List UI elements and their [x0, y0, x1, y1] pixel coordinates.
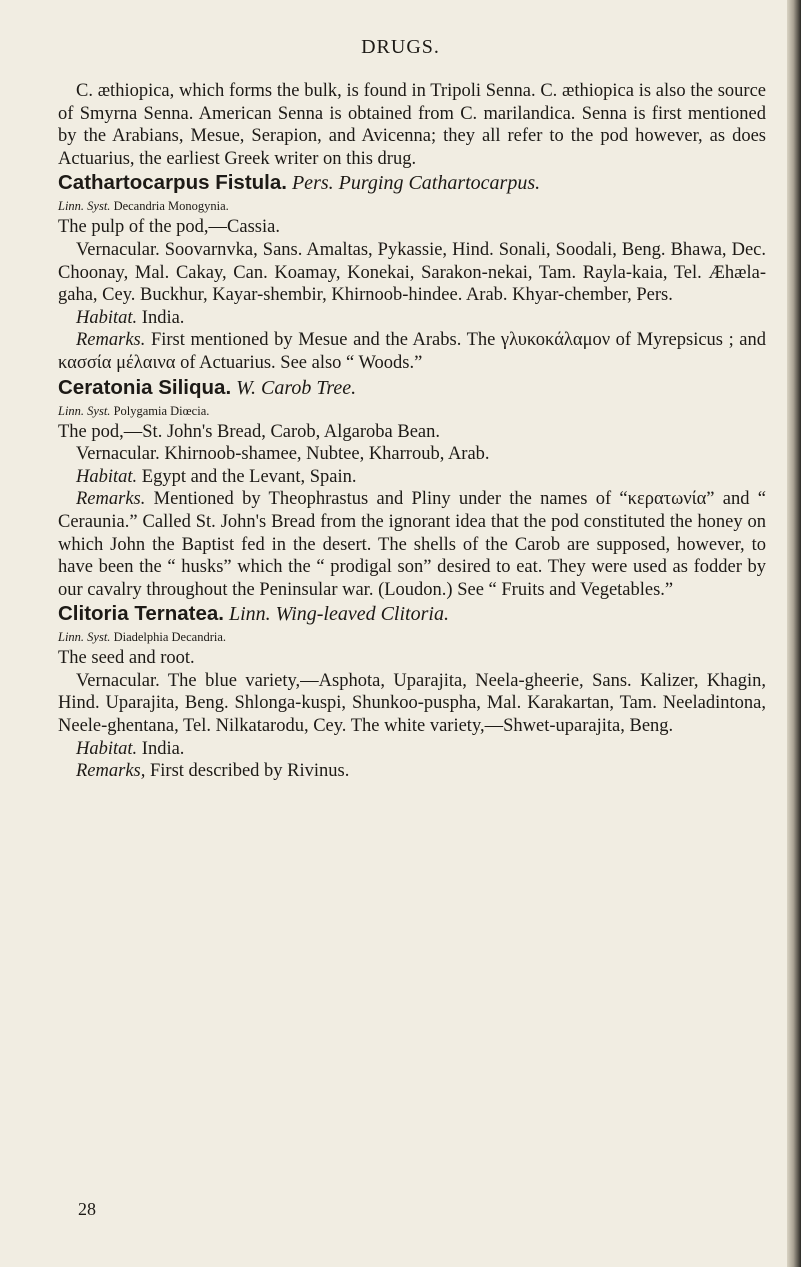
page-content [58, 80, 766, 783]
remarks-text: First described by Rivinus. [149, 761, 350, 782]
habitat-label: Habitat. [76, 738, 138, 759]
remarks-line [58, 329, 766, 374]
system-label: Linn. Syst. [58, 630, 111, 645]
part-used: The seed and root. [58, 648, 195, 669]
entry-title [58, 170, 766, 196]
vernacular-label: Vernacular. [76, 444, 160, 465]
page-edge-shadow [787, 0, 801, 1267]
remarks-line [58, 488, 766, 601]
running-header: DRUGS. [361, 36, 440, 58]
system-value: Decandria Monogynia. [113, 199, 229, 214]
system-label: Linn. Syst. [58, 199, 111, 214]
vernacular-label: Vernacular. [76, 670, 160, 691]
vernacular-text: The blue variety,—Asphota, Uparajita, Neela-gheerie, Sans. Kalizer, Khagin, Hind. Uparajita, Beng. Shlonga-kuspi, Shunkoo-puspha, Mal. Karakartan, Tam. Neeladintona, Neele-ghentana, Tel. Nilkatarodu, Cey. The white variety,—Shwet-uparajita, Beng. [58, 670, 766, 737]
habitat-label: Habitat. [76, 307, 138, 328]
habitat-label: Habitat. [76, 466, 138, 487]
entry-name: Clitoria Ternatea. [58, 602, 224, 626]
part-used: The pod,—St. John's Bread, Carob, Algaroba Bean. [58, 421, 441, 442]
remarks-label: Remarks. [76, 330, 146, 351]
entry-cathartocarpus [58, 170, 766, 374]
intro-paragraph: C. æthiopica, which forms the bulk, is found in Tripoli Senna. C. æthiopica is also the source of Smyrna Senna. American Senna is obtained from C. marilandica. Senna is first mentioned by the Arabians, Mesue, Serapion, and Avicenna; they all refer to the pod however, as does Actuarius, the earliest Greek writer on this drug. [58, 81, 766, 169]
remarks-text: Mentioned by Theophrastus and Pliny under the names of “κερατωνία” and “ Ceraunia.” Called St. John's Bread from the ignorant idea that the pod constituted the honey on which John the Baptist fed in the desert. The shells of the Carob are supposed, however, to have been the “ husks” which the “ prodigal son” desired to eat. They were used as fodder by our cavalry throughout the Peninsular war. (Loudon.) See “ Fruits and Vegetables.” [58, 489, 767, 600]
entry-name: Cathartocarpus Fistula. [58, 171, 287, 195]
entry-ceratonia [58, 375, 766, 602]
remarks-label: Remarks, [76, 761, 146, 782]
entry-title [58, 601, 766, 627]
habitat-line [58, 466, 766, 489]
habitat-text: Egypt and the Levant, Spain. [141, 466, 357, 487]
vernacular-line [58, 443, 766, 466]
vernacular-line [58, 670, 766, 738]
vernacular-label: Vernacular. [76, 239, 160, 260]
vernacular-line [58, 239, 766, 307]
vernacular-text: Soovarnvka, Sans. Amaltas, Pykassie, Hind. Sonali, Soodali, Beng. Bhawa, Dec. Choonay, Mal. Cakay, Can. Koamay, Konekai, Sarakon-nekai, Tam. Rayla-kaia, Tel. Æhæla-gaha, Cey. Buckhur, Kayar-shembir, Khirnoob-hindee. Arab. Khyar-chember, Pers. [58, 239, 766, 306]
entry-subtitle: Linn. Wing-leaved Clitoria. [228, 603, 449, 626]
system-value: Diadelphia Decandria. [113, 630, 227, 645]
entry-title [58, 375, 766, 401]
entry-clitoria [58, 601, 766, 783]
linnaean-system [58, 627, 766, 647]
part-used: The pulp of the pod,—Cassia. [58, 217, 280, 238]
linnaean-system [58, 401, 766, 421]
system-label: Linn. Syst. [58, 403, 111, 418]
remarks-label: Remarks. [76, 489, 146, 510]
system-value: Polygamia Diœcia. [113, 403, 210, 418]
habitat-text: India. [141, 738, 185, 759]
habitat-line [58, 738, 766, 761]
entry-subtitle: W. Carob Tree. [236, 376, 357, 399]
entry-subtitle: Pers. Purging Cathartocarpus. [291, 172, 541, 195]
remarks-text: First mentioned by Mesue and the Arabs. The γλυκοκάλαμον of Myrepsicus ; and κασσία μέλαινα of Actuarius. See also “ Woods.” [58, 330, 766, 373]
remarks-line [58, 760, 766, 783]
habitat-text: India. [141, 307, 185, 328]
vernacular-text: Khirnoob-shamee, Nubtee, Kharroub, Arab. [164, 444, 490, 465]
entry-name: Ceratonia Siliqua. [58, 375, 232, 399]
page-number: 28 [78, 1199, 96, 1219]
habitat-line [58, 307, 766, 330]
linnaean-system [58, 196, 766, 216]
